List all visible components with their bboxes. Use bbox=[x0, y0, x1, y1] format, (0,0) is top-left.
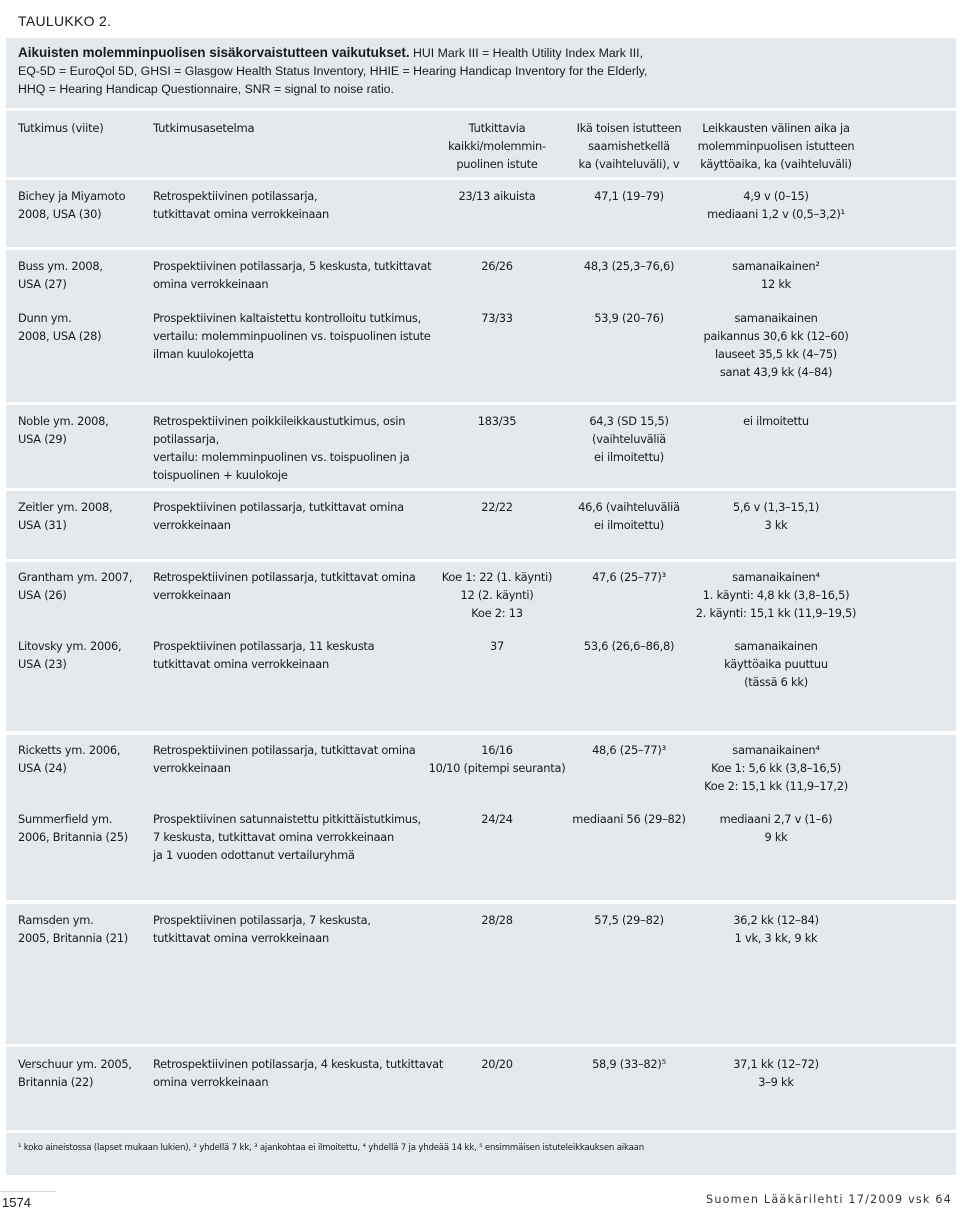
header-study: Tutkimus (viite) bbox=[18, 121, 104, 135]
cell-study: Bichey ja Miyamoto 2008, USA (30) bbox=[18, 189, 126, 221]
cell-subjects: 23/13 aikuista bbox=[458, 189, 536, 203]
cell-method: Retrospektiivinen potilassarja, tutkittavat omina verrokkeinaan bbox=[153, 189, 329, 221]
cell-subjects: 24/24 bbox=[481, 812, 513, 826]
cell-study: Grantham ym. 2007, USA (26) bbox=[18, 570, 133, 602]
cell-study: Noble ym. 2008, USA (29) bbox=[18, 414, 109, 446]
table-panel bbox=[6, 904, 956, 1044]
cell-study: Ramsden ym. 2005, Britannia (21) bbox=[18, 913, 128, 945]
cell-method: Prospektiivinen potilassarja, 11 keskusta tutkittavat omina verrokkeinaan bbox=[153, 639, 375, 671]
cell-study: Zeitler ym. 2008, USA (31) bbox=[18, 500, 113, 532]
page-number: 1574 bbox=[0, 1191, 56, 1214]
cell-subjects: 37 bbox=[490, 639, 504, 653]
cell-subjects: 20/20 bbox=[481, 1057, 513, 1071]
cell-age: 58,9 (33–82)⁵ bbox=[592, 1057, 666, 1071]
table-panel bbox=[6, 180, 956, 247]
cell-interval: 37,1 kk (12–72) 3–9 kk bbox=[733, 1057, 819, 1089]
cell-subjects: Koe 1: 22 (1. käynti) 12 (2. käynti) Koe 2: 13 bbox=[441, 570, 553, 620]
header-method: Tutkimusasetelma bbox=[153, 121, 255, 135]
cell-method: Prospektiivinen satunnaistettu pitkittäistutkimus, 7 keskusta, tutkittavat omina verrokkeinaan ja 1 vuoden odottanut vertailuryhmä bbox=[153, 812, 421, 862]
header-subjects: Tutkittavia kaikki/molemmin- puolinen istute bbox=[448, 121, 546, 171]
table-header bbox=[6, 111, 956, 177]
cell-method: Prospektiivinen potilassarja, 7 keskusta, tutkittavat omina verrokkeinaan bbox=[153, 913, 371, 945]
caption-text-line2: EQ-5D = EuroQol 5D, GHSI = Glasgow Health Status Inventory, HHIE = Hearing Handicap Inventory for the Elderly, bbox=[18, 64, 648, 78]
table-panel bbox=[6, 735, 956, 900]
cell-interval: samanaikainen⁴ 1. käynti: 4,8 kk (3,8–16,5) 2. käynti: 15,1 kk (11,9–19,5) bbox=[695, 570, 857, 620]
cell-interval: 36,2 kk (12–84) 1 vk, 3 kk, 9 kk bbox=[733, 913, 819, 945]
cell-age: 57,5 (29–82) bbox=[594, 913, 664, 927]
cell-study: Verschuur ym. 2005, Britannia (22) bbox=[18, 1057, 132, 1089]
cell-interval: samanaikainen⁴ Koe 1: 5,6 kk (3,8–16,5) Koe 2: 15,1 kk (11,9–17,2) bbox=[704, 743, 848, 793]
cell-subjects: 73/33 bbox=[481, 311, 513, 325]
cell-age: 48,3 (25,3–76,6) bbox=[583, 259, 675, 273]
cell-interval: ei ilmoitettu bbox=[743, 414, 809, 428]
table-panel bbox=[6, 491, 956, 559]
cell-age: 48,6 (25–77)³ bbox=[592, 743, 666, 757]
cell-interval: samanaikainen² 12 kk bbox=[732, 259, 820, 291]
cell-subjects: 26/26 bbox=[481, 259, 513, 273]
cell-method: Retrospektiivinen potilassarja, 4 keskusta, tutkittavat omina verrokkeinaan bbox=[153, 1057, 444, 1089]
cell-age: 47,6 (25–77)³ bbox=[592, 570, 666, 584]
cell-method: Retrospektiivinen poikkileikkaustutkimus, osin potilassarja, vertailu: molemminpuolinen vs. toispuolinen ja toispuolinen + kuulokoje bbox=[153, 414, 410, 482]
cell-age: 53,6 (26,6–86,8) bbox=[583, 639, 675, 653]
cell-study: Ricketts ym. 2006, USA (24) bbox=[18, 743, 121, 775]
table-panel bbox=[6, 405, 956, 488]
cell-subjects: 28/28 bbox=[481, 913, 513, 927]
cell-age: 53,9 (20–76) bbox=[594, 311, 664, 325]
cell-study: Buss ym. 2008, USA (27) bbox=[18, 259, 103, 291]
cell-age: mediaani 56 (29–82) bbox=[572, 812, 686, 826]
cell-interval: samanaikainen paikannus 30,6 kk (12–60) lauseet 35,5 kk (4–75) sanat 43,9 kk (4–84) bbox=[703, 311, 849, 379]
cell-method: Prospektiivinen kaltaistettu kontrolloitu tutkimus, vertailu: molemminpuolinen vs. toispuolinen istute ilman kuulokojetta bbox=[153, 311, 431, 361]
cell-method: Prospektiivinen potilassarja, 5 keskusta, tutkittavat omina verrokkeinaan bbox=[153, 259, 432, 291]
cell-age: 47,1 (19–79) bbox=[594, 189, 664, 203]
cell-age: 46,6 (vaihteluväliä ei ilmoitettu) bbox=[578, 500, 680, 532]
cell-method: Prospektiivinen potilassarja, tutkittavat omina verrokkeinaan bbox=[153, 500, 404, 532]
table-caption bbox=[6, 38, 956, 108]
header-age: Ikä toisen istutteen saamishetkellä ka (vaihteluväli), v bbox=[576, 121, 682, 171]
cell-study: Litovsky ym. 2006, USA (23) bbox=[18, 639, 122, 671]
table-label: TAULUKKO 2. bbox=[18, 13, 112, 29]
cell-interval: mediaani 2,7 v (1–6) 9 kk bbox=[719, 812, 833, 844]
caption-text-line1: HUI Mark III = Health Utility Index Mark III, bbox=[409, 46, 643, 60]
cell-study: Summerfield ym. 2006, Britannia (25) bbox=[18, 812, 128, 844]
cell-subjects: 183/35 bbox=[477, 414, 517, 428]
journal-name: Suomen Lääkärilehti 17/2009 vsk 64 bbox=[706, 1193, 952, 1206]
cell-method: Retrospektiivinen potilassarja, tutkittavat omina verrokkeinaan bbox=[153, 743, 416, 775]
header-interval: Leikkausten välinen aika ja molemminpuolisen istutteen käyttöaika, ka (vaihteluväli) bbox=[697, 121, 855, 171]
cell-interval: 5,6 v (1,3–15,1) 3 kk bbox=[732, 500, 820, 532]
cell-interval: samanaikainen käyttöaika puuttuu (tässä 6 kk) bbox=[724, 639, 828, 689]
footnote: ¹ koko aineistossa (lapset mukaan lukien), ² yhdellä 7 kk, ³ ajankohtaa ei ilmoitettu, ⁴ yhdellä 7 ja yhdeää 14 kk, ⁵ ensimmäisen istuteleikkauksen aikaan bbox=[18, 1143, 644, 1153]
table-panel bbox=[6, 562, 956, 731]
cell-study: Dunn ym. 2008, USA (28) bbox=[18, 311, 102, 343]
table-panel bbox=[6, 250, 956, 402]
caption-text-line3: HHQ = Hearing Handicap Questionnaire, SNR = signal to noise ratio. bbox=[18, 82, 394, 96]
table-panel bbox=[6, 1047, 956, 1130]
cell-interval: 4,9 v (0–15) mediaani 1,2 v (0,5–3,2)¹ bbox=[707, 189, 845, 221]
cell-method: Retrospektiivinen potilassarja, tutkittavat omina verrokkeinaan bbox=[153, 570, 416, 602]
cell-subjects: 22/22 bbox=[481, 500, 513, 514]
footnote-panel bbox=[6, 1133, 956, 1175]
caption-title: Aikuisten molemminpuolisen sisäkorvaistutteen vaikutukset. bbox=[18, 45, 410, 60]
cell-subjects: 16/16 10/10 (pitempi seuranta) bbox=[428, 743, 566, 775]
cell-age: 64,3 (SD 15,5) (vaihteluväliä ei ilmoitettu) bbox=[589, 414, 669, 464]
